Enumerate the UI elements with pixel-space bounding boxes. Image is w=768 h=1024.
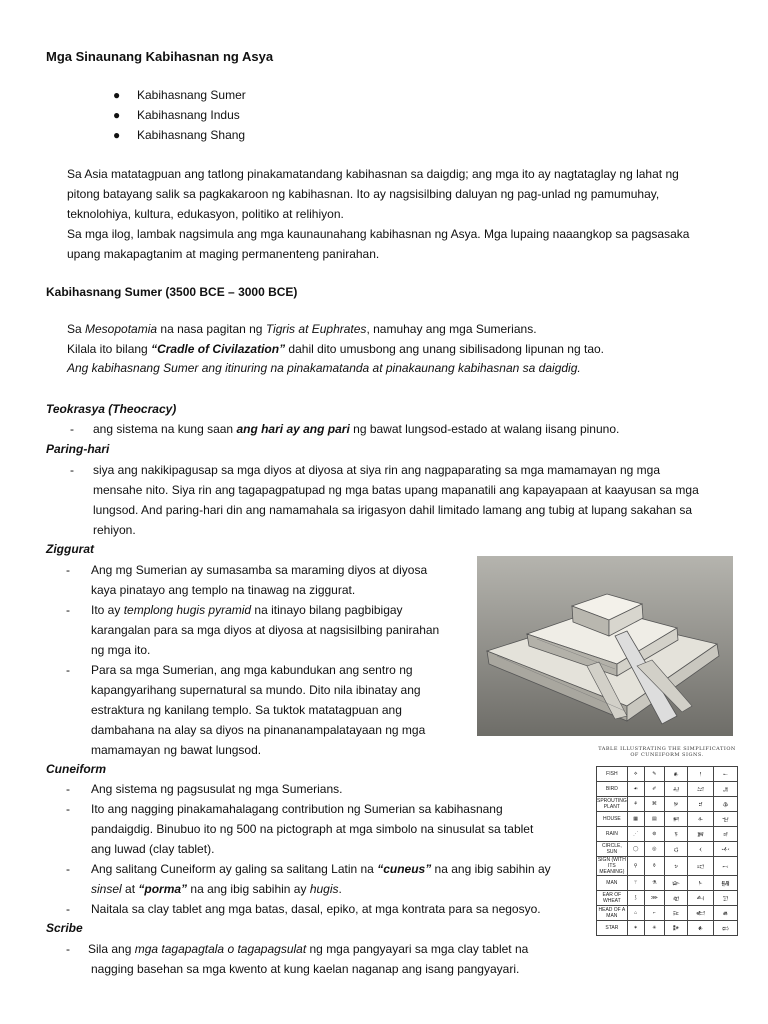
teokrasya-item: ang sistema na kung saan ang hari ay ang pari ng bawat lungsod-estado at walang iisang pinuno. [93, 422, 620, 436]
sumer-heading: Kabihasnang Sumer (3500 BCE – 3000 BCE) [46, 285, 298, 299]
intro-line: Sa Asia matatagpuan ang tatlong pinakamatandang kabihasnan sa daigdig; ang mga ito ay nagtataglay ng lahat ng [67, 167, 679, 181]
paring-hari-line: lungsod. And paring-hari din ang namamahala sa irigasyon dahil limitado lamang ang tubig at lupang sakahan sa [93, 503, 693, 517]
ziggurat-line: ng mga ito. [91, 643, 151, 657]
ziggurat-line: karangalan para sa mga diyos at diyosa at nagsisilbing panirahan [91, 623, 440, 637]
cuneiform-line: Naitala sa clay tablet ang mga batas, dasal, epiko, at mga kontrata para sa negosyo. [91, 902, 541, 916]
table-row: MAN ⚚ ⚗ 𒇽 𒈨 𒉆 [597, 876, 738, 891]
cuneiform-line: Ang salitang Cuneiform ay galing sa salitang Latin na “cuneus” na ang ibig sabihin ay [91, 862, 551, 876]
cuneiform-line: Ito ang nagging pinakamahalagang contribution ng Sumerian sa kabihasnang [91, 802, 503, 816]
paring-hari-line: siya ang nakikipagusap sa mga diyos at diyosa at siya rin ang nagpaparating sa mga mamamayan ng mga [93, 463, 660, 477]
cuneiform-line: pandaigdig. Binubuo ito ng 500 na pictograph at mga simbolo na sinusulat sa tablet [91, 822, 534, 836]
dash-marker: - [70, 422, 74, 436]
cuneiform-heading: Cuneiform [46, 762, 106, 776]
dash-marker: - [66, 942, 70, 956]
table-row: SPROUTING PLANT ⚘ ⌘ 𒃻 𒄑 𒆠 [597, 797, 738, 812]
bullet-dot: ● [113, 88, 121, 102]
scribe-heading: Scribe [46, 921, 83, 935]
paring-hari-line: rehiyon. [93, 523, 136, 537]
table-row: SIGN (WITH ITS MEANING) ⚲ ⚱ 𒆳 𒀊 𒁁 [597, 857, 738, 876]
dash-marker: - [66, 902, 70, 916]
ziggurat-line: estraktura ng kanilang templo. Sa tuktok matatagpuan ang [91, 703, 402, 717]
dash-marker: - [66, 603, 70, 617]
bullet-dot: ● [113, 108, 121, 122]
paring-hari-line: mensahe nito. Siya rin ang tagapagpatupad ng mga batas upang mapanatili ang kapayapaan at kaayusan sa mga [93, 483, 699, 497]
cuneiform-line: sinsel at “porma” na ang ibig sabihin ay hugis. [91, 882, 342, 896]
ziggurat-line: Ang mg Sumerian ay sumasamba sa maraming diyos at diyosa [91, 563, 428, 577]
table-row: STAR ✶ ✳ 𒀯 𒀭 𒆗 [597, 921, 738, 936]
ziggurat-line: Ito ay templong hugis pyramid na itinayo bilang pagbibigay [91, 603, 403, 617]
sumer-line-3: Ang kabihasnang Sumer ang itinuring na pinakamatanda at pinakaunang kabihasnan sa daigdig. [67, 361, 581, 375]
dash-marker: - [70, 463, 74, 477]
ziggurat-image [477, 556, 733, 736]
table-row: HEAD OF A MAN ⌂ ⌐ 𒄿 𒅗 𒌑 [597, 906, 738, 921]
scribe-line: nagging basehan sa mga kwento at kung kaelan naganap ang isang pangyayari. [91, 962, 520, 976]
chart-caption: OF CUNEIFORM SIGNS. [630, 752, 704, 758]
table-row: FISH ⟡ ✎ 𒀭 𒁹 𒀸 [597, 767, 738, 782]
bullet-item: Kabihasnang Indus [137, 108, 240, 122]
table-row: EAR OF WHEAT ⟆ ⋙ 𒊏 𒋀 𒋛 [597, 891, 738, 906]
ziggurat-line: mamamayan ng bawat lungsod. [91, 743, 262, 757]
chart-caption: TABLE ILLUSTRATING THE SIMPLIFICATION [598, 746, 736, 752]
ziggurat-line: Para sa mga Sumerian, ang mga kabundukan ang sentro ng [91, 663, 413, 677]
cuneiform-line: ang luwad (clay tablet). [91, 842, 215, 856]
teokrasya-heading: Teokrasya (Theocracy) [46, 402, 177, 416]
dash-marker: - [66, 802, 70, 816]
ziggurat-line: dambahana na alay sa diyos na pinananampalatayaan ng mga [91, 723, 426, 737]
cuneiform-line: Ang sistema ng pagsusulat ng mga Sumerians. [91, 782, 343, 796]
page-title: Mga Sinaunang Kabihasnan ng Asya [46, 49, 274, 64]
cuneiform-chart-image [596, 742, 738, 978]
dash-marker: - [66, 663, 70, 677]
table-row: BIRD ☙ ✐ 𒄷 𒁺 𒂗 [597, 782, 738, 797]
dash-marker: - [66, 862, 70, 876]
table-row: HOUSE ▦ ▤ 𒂍 𒅆 𒈠 [597, 812, 738, 827]
bullet-item: Kabihasnang Shang [137, 128, 246, 142]
intro-line: teknolohiya, kultura, edukasyon, politiko at relihiyon. [67, 207, 344, 221]
bullet-item: Kabihasnang Sumer [137, 88, 246, 102]
ziggurat-heading: Ziggurat [46, 542, 94, 556]
sumer-line-2: Kilala ito bilang “Cradle of Civilazation” dahil dito umusbong ang unang sibilisadong lipunan ng tao. [67, 342, 605, 356]
dash-marker: - [66, 563, 70, 577]
intro-line: pitong batayang salik sa pagkakaroon ng kabihasnan. Ito ay nagsisilbing daluyan ng pag-unlad ng pamumuhay, [67, 187, 660, 201]
intro-line: upang makapagtanim at maging permanenteng panirahan. [67, 247, 380, 261]
dash-marker: - [66, 782, 70, 796]
table-row: CIRCLE, SUN ◯ ◎ 𒌓 𒌋 𒋾 [597, 842, 738, 857]
bullet-dot: ● [113, 128, 121, 142]
intro-line: Sa mga ilog, lambak nagsimula ang mga kaunaunahang kabihasnan ng Asya. Mga lupaing naaangkop sa pagsasaka [67, 227, 690, 241]
paring-hari-heading: Paring-hari [46, 442, 110, 456]
ziggurat-line: kapangyarihang supernatural sa mundo. Dito nila ibinatay ang [91, 683, 421, 697]
table-row: RAIN ⋰ ⊚ 𒀀 𒀉 𒁀 [597, 827, 738, 842]
scribe-line: Sila ang mga tagapagtala o tagapagsulat ng mga pangyayari sa mga clay tablet na [88, 942, 529, 956]
cuneiform-table [596, 766, 738, 936]
ziggurat-line: kaya pinatayo ang templo na tinawag na ziggurat. [91, 583, 356, 597]
sumer-line-1: Sa Mesopotamia na nasa pagitan ng Tigris at Euphrates, namuhay ang mga Sumerians. [67, 322, 537, 336]
